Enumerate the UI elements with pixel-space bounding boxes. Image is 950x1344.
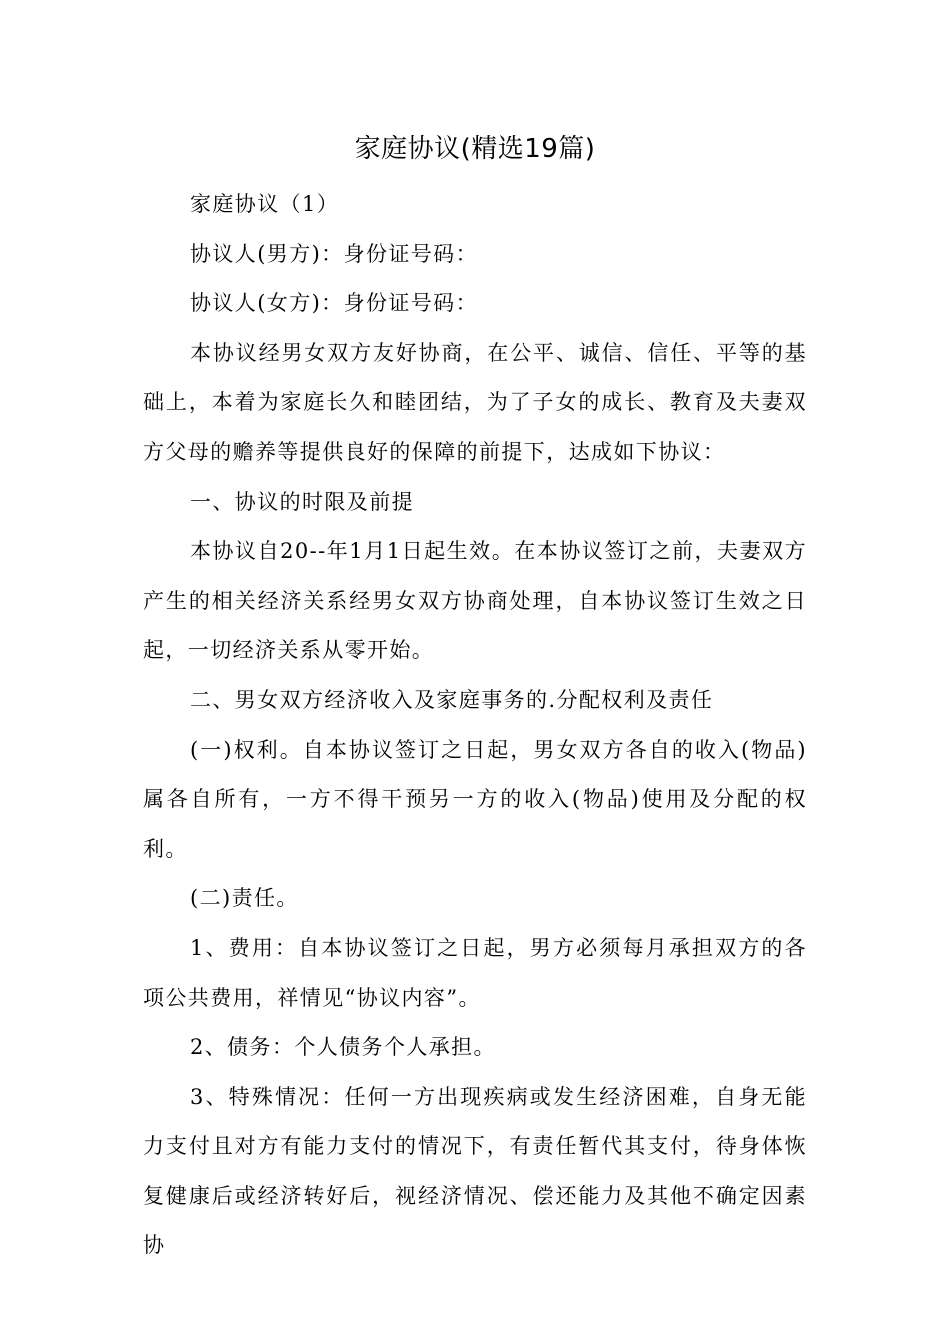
section-heading: 家庭协议（1） (190, 192, 340, 216)
expenses-paragraph: 1、费用：自本协议签订之日起，男方必须每月承担双方的各项公共费用，祥情见“协议内容”。 (143, 935, 807, 1010)
document-body (143, 180, 807, 1271)
clause-heading-2: 二、男女双方经济收入及家庭事务的.分配权利及责任 (190, 687, 714, 712)
debts-paragraph: 2、债务：个人债务个人承担。 (190, 1035, 496, 1060)
clause-heading-1: 一、协议的时限及前提 (190, 489, 414, 514)
responsibilities-heading: (二)责任。 (190, 886, 299, 911)
party-female-line: 协议人(女方)：身份证号码： (190, 291, 478, 316)
special-cases-paragraph: 3、特殊情况：任何一方出现疾病或发生经济困难，自身无能力支付且对方有能力支付的情况下，有责任暂代其支付，待身体恢复健康后或经济转好后，视经济情况、偿还能力及其他不确定因素协 (143, 1084, 807, 1258)
party-male-line: 协议人(男方)：身份证号码： (190, 241, 478, 266)
preamble-paragraph: 本协议经男女双方友好协商，在公平、诚信、信任、平等的基础上，本着为家庭长久和睦团结，为了子女的成长、教育及夫妻双方父母的赡养等提供良好的保障的前提下，达成如下协议： (143, 340, 807, 464)
document-title: 家庭协议(精选19篇) (354, 134, 596, 164)
rights-paragraph: (一)权利。自本协议签订之日起，男女双方各自的收入(物品)属各自所有，一方不得干预另一方的收入(物品)使用及分配的权利。 (143, 737, 807, 861)
clause-1-paragraph: 本协议自20--年1月1日起生效。在本协议签订之前，夫妻双方产生的相关经济关系经男女双方协商处理，自本协议签订生效之日起，一切经济关系从零开始。 (143, 539, 807, 663)
